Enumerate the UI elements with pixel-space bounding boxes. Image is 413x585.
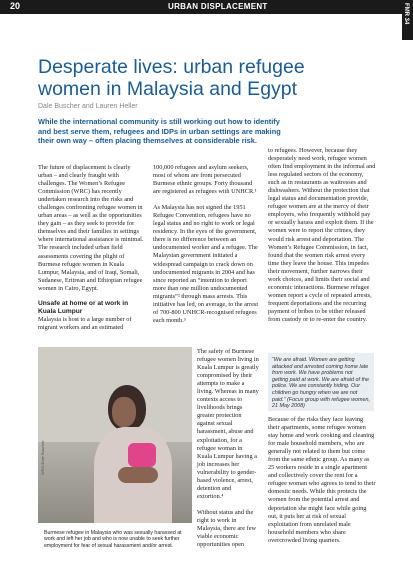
section-title: URBAN DISPLACEMENT [168,2,268,11]
subheading: Unsafe at home or at work in Kuala Lumpur [38,299,129,315]
photo-hands [118,467,158,483]
photo-caption: Burmese refugee in Malaysia who was sexually harassed at work and left her job and who is now unable to seek further employment for fear of sexual harassment and/or arrest. [44,530,182,549]
column-2 [153,164,259,325]
photo-figure-face [112,397,136,427]
paragraph: Because of the risks they face leaving their apartments, some refugee women stay home and work cooking and cleaning for male household members, who are generally not related to them but come from the same ethnic group. As many as 25 workers reside in a single apartment and collectively cover the rent for a refugee woman who agrees to tend to their domestic needs. While this protects the women from the potential arrest and deportation she might face while going out, it puts her at risk of sexual exploitation from unrelated male household members who share overcrowded living quarters. [268,416,376,544]
article-title: Desperate lives: urban refugee women in Malaysia and Egypt [38,56,305,100]
article-standfirst: While the international community is still working out how to identify and best serve them, refugees and IDPs in urban settings are making their own way – often placing themselves at considerable risk. [38,117,281,145]
paragraph: 100,000 refugees and asylum seekers, most of whom are from persecuted Burmese ethnic groups. Forty thousand are registered as refugees with UNHCR.¹ [153,164,257,196]
paragraph: As Malaysia has not signed the 1951 Refugee Convention, refugees have no legal status and no right to work or legal residency. In the eyes of the government, there is no difference between an undocumented worker and a refugee. The Malaysian government initiated a widespread campaign to crack down on undocumented migrants in 2004 and has since reported an “intention to deport more than one million undocumented migrants”² through mass arrests. This initiative has led, on average, to the arrest of 700-800 UNHCR-recognised refugees each month.³ [153,204,259,324]
paragraph: Malaysia is host to a large number of migrant workers and an estimated [38,315,132,331]
column-2-lower [197,348,259,549]
column-3 [268,147,376,324]
column-3-lower [268,416,376,545]
issue-label: FMR 34 [403,3,409,25]
paragraph: The safety of Burmese refugee women living in Kuala Lumpur is greatly compromised by their attempts to make a living. Whereas in many contexts access to livelihoods brings greater protection against sexual harassment, abuse and exploitation, for a refugee woman in Kuala Lumpur having a job increases her vulnerability to gender-based violence, arrest, detention and extortion.⁴ [197,348,259,500]
page-number: 20 [10,1,21,11]
photo-credit: WRC/Dale Buscher [40,440,45,475]
article-authors: Dale Buscher and Lauren Heller [38,103,138,110]
photo-refugee-woman [38,347,192,523]
pull-quote: “We are afraid. Women are getting attacked and arrested coming home late from work. We have problems not getting paid at work. We are afraid of the police. We are constantly hiding. Our children go hungry when we are not paid.” (Focus group with refugee women, 21 May 2008) [268,353,374,411]
column-1 [38,164,144,332]
paragraph: to refugees. However, because they desperately need work, refugee women often find employment in the informal and less regulated sectors of the economy, such as in restaurants as waitresses and dishwashers. Without the protection that legal status and documentation provide, refugee women are at the mercy of their employers, who frequently withhold pay or sexually harass and exploit them. If the women were to report the crimes, they would risk arrest and deportation. The Women’s Refugee Commission, in fact, found that the women risk arrest every time they leave the house. This impedes their movement, further narrows their work choices, and limits their social and economic interactions. Burmese refugee women report a cycle of repeated arrests, frequent deportations and the recurring payment of bribes to be either released from custody or to re-enter the country. [268,147,376,323]
issue-tab [402,0,413,40]
photo-bag [128,443,156,467]
paragraph: The future of displacement is clearly urban – and clearly fraught with challenges. The Women’s Refugee Commission (WRC) has recently undertaken research into the risks and challenges confronting refugee women in urban areas – as well as the opportunities they gain – as they seek to provide for themselves and their families in settings where international assistance is minimal. The research included urban field assessments covering the plight of Burmese refugee women in Kuala Lumpur, Malaysia, and of Iraqi, Somali, Sudanese, Eritrean and Ethiopian refugee women in Cairo, Egypt. [38,164,144,292]
paragraph: Without status and the right to work in Malaysia, there are few viable economic opportunities open [197,508,257,549]
header-bar [0,0,413,14]
